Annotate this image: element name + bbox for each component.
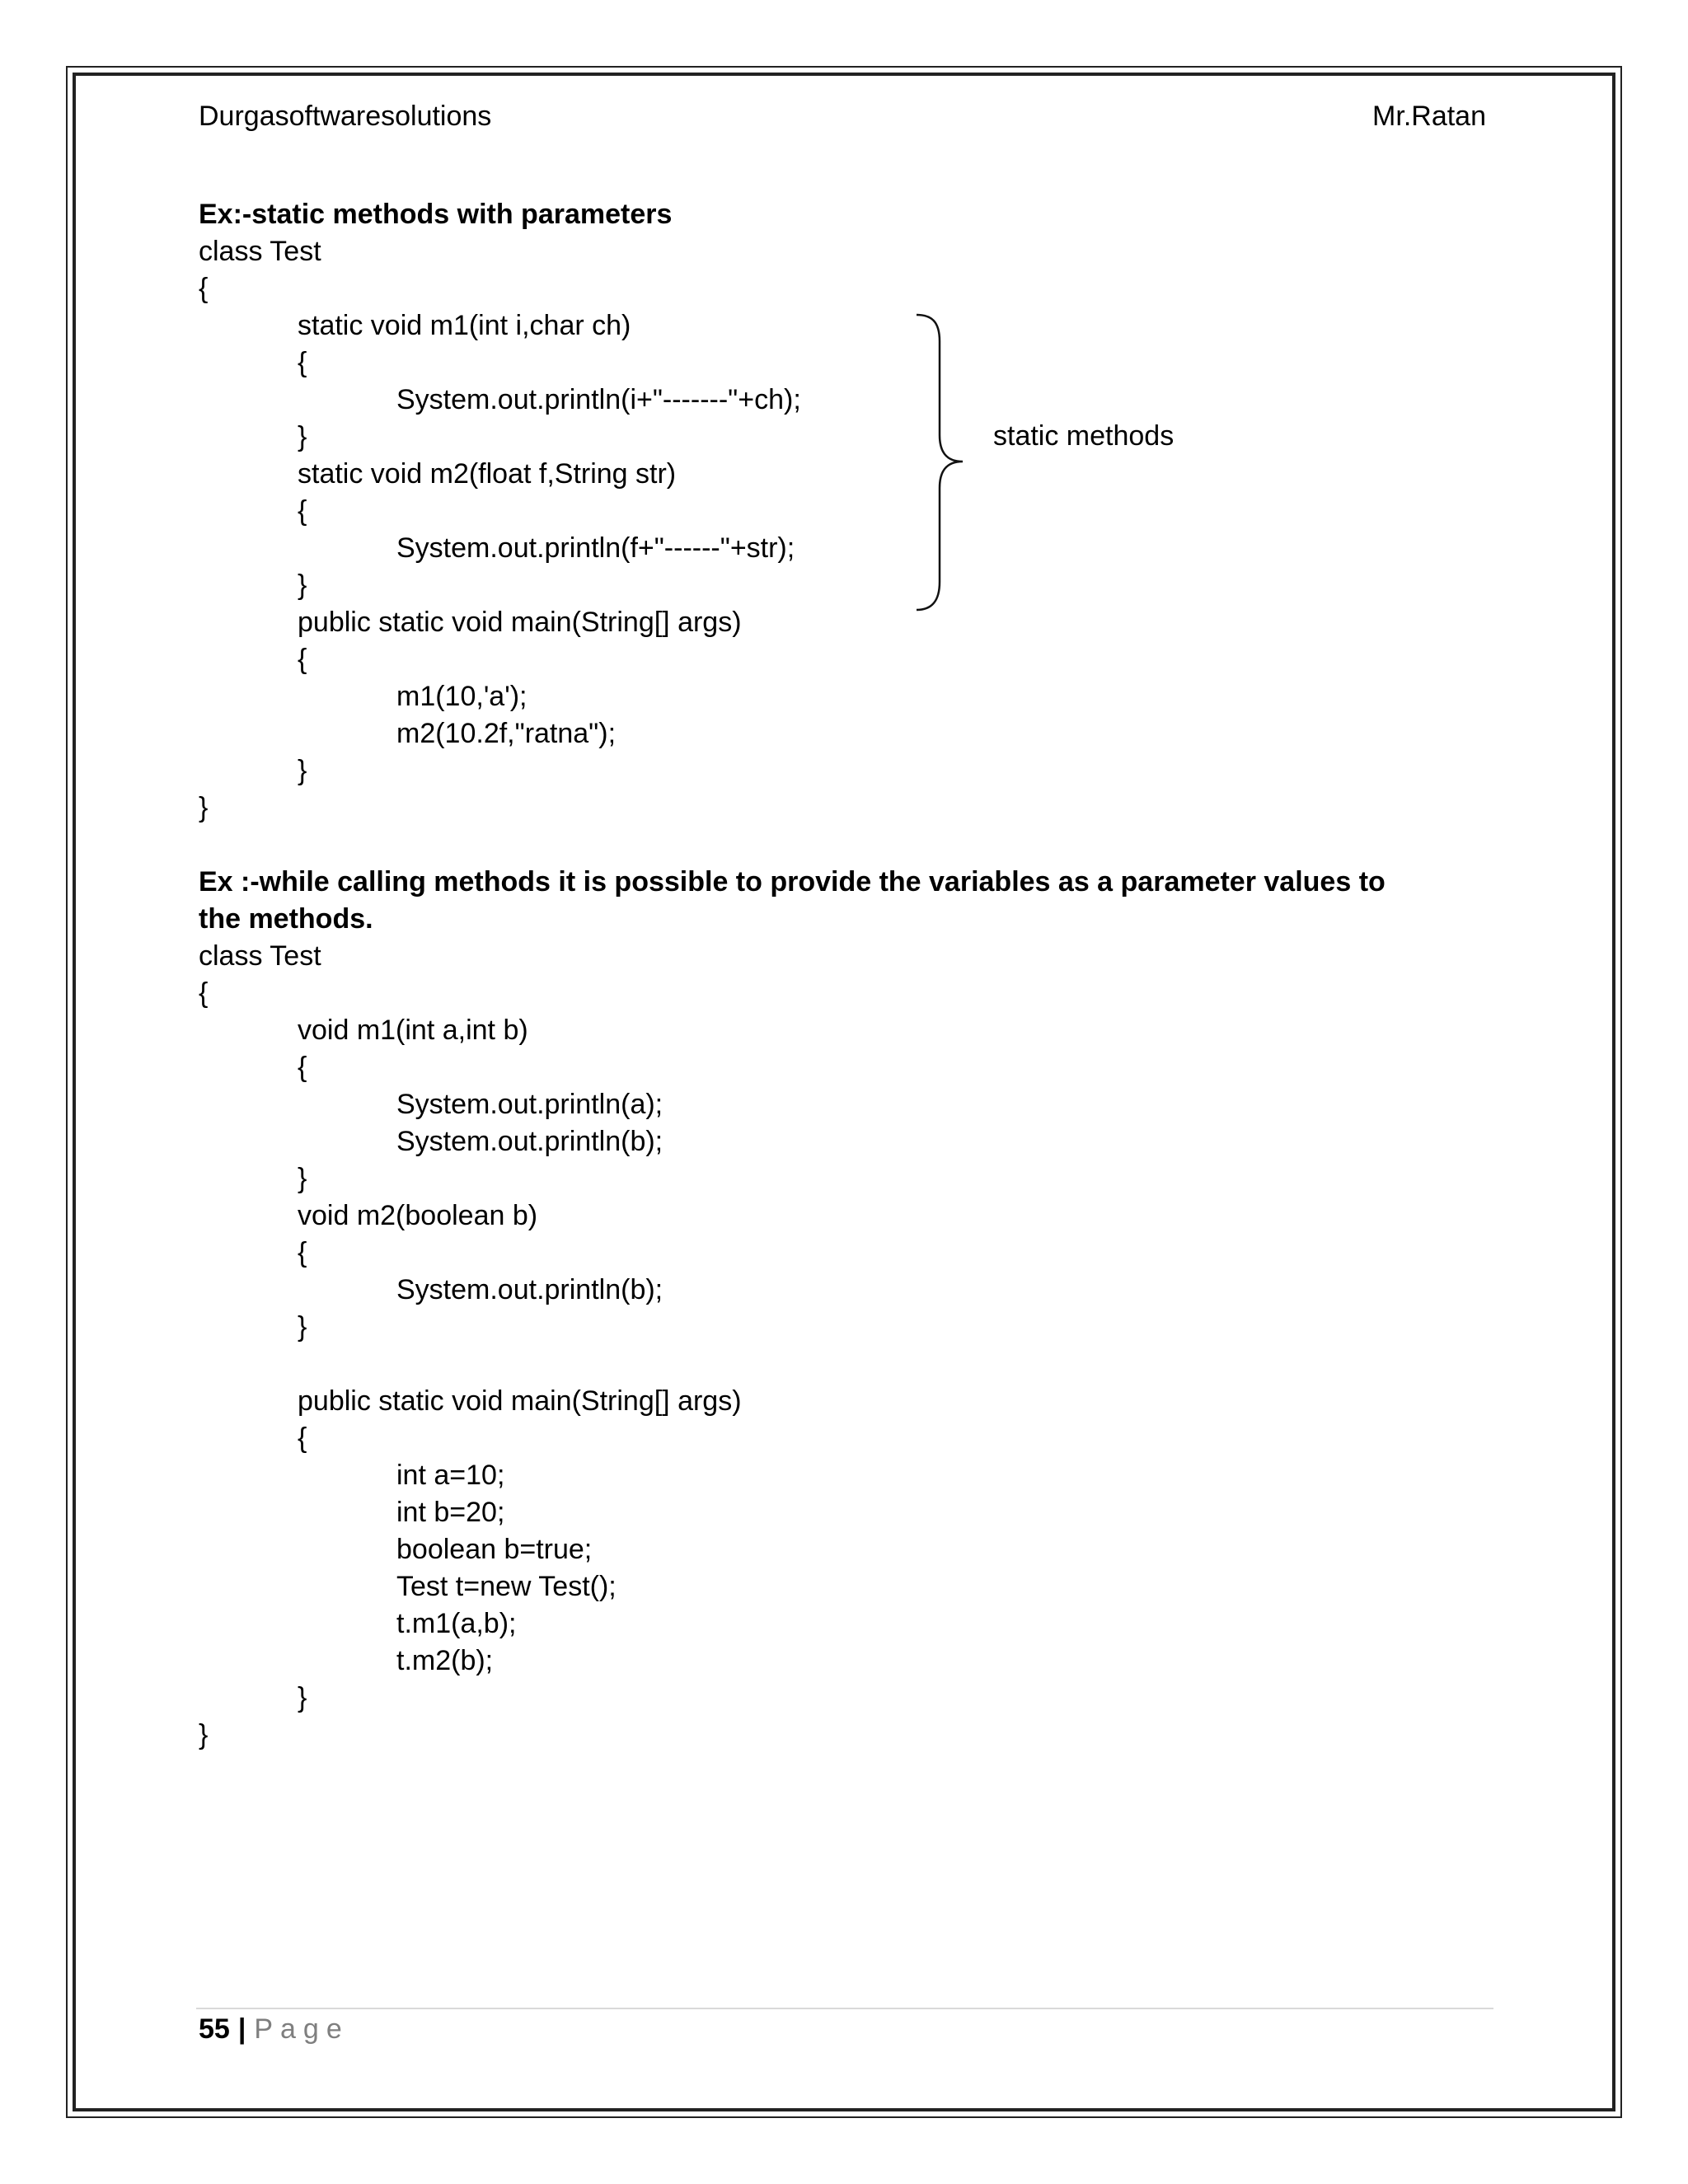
code-line: int a=10; [396,1460,505,1491]
footer-divider [196,2008,1493,2009]
code-line: int b=20; [396,1497,505,1528]
code-line: public static void main(String[] args) [298,607,742,638]
curly-brace-icon [913,312,979,616]
page-label: Page [254,2013,349,2045]
document-body [199,196,1501,1754]
code-line: { [298,347,307,378]
section2-heading: Ex :-while calling methods it is possible to provide the variables as a parameter values to the methods. [199,866,1386,935]
code-line: } [199,1719,209,1750]
header-author: Mr.Ratan [1372,101,1486,132]
code-line: { [298,1237,307,1268]
code-line: { [298,1052,307,1083]
footer-separator: | [237,2013,246,2045]
code-line: } [298,569,307,601]
page-footer [199,2013,349,2046]
code-line: } [199,792,209,823]
code-line: { [298,1422,307,1454]
code-line: public static void main(String[] args) [298,1385,742,1417]
brace-label: static methods [993,420,1175,452]
code-line: static void m2(float f,String str) [298,458,677,490]
section-spacer [199,827,1501,864]
code-line: static void m1(int i,char ch) [298,310,631,341]
code-line: m1(10,'a'); [396,681,528,712]
code-line: } [298,1163,307,1194]
code-line: { [199,977,209,1009]
code-line: t.m1(a,b); [396,1608,517,1639]
code-line: t.m2(b); [396,1645,494,1676]
code-line: } [298,1682,307,1713]
code-line: } [298,755,307,786]
code-line: class Test [199,940,321,972]
code-line: boolean b=true; [396,1534,593,1565]
code-line: { [298,495,307,527]
code-line: { [298,644,307,675]
code-line: System.out.println(b); [396,1274,663,1305]
code-line: System.out.println(a); [396,1089,663,1120]
code-line: class Test [199,236,321,267]
code-line [199,1346,1501,1383]
header-company: Durgasoftwaresolutions [199,101,492,132]
code-line: } [298,1311,307,1343]
code-line: System.out.println(b); [396,1126,663,1157]
code-line: { [199,273,209,304]
code-line: void m2(boolean b) [298,1200,538,1231]
code-line: Test t=new Test(); [396,1571,617,1602]
code-line: System.out.println(f+"------"+str); [396,532,795,564]
code-line: } [298,421,307,452]
page-number: 55 [199,2013,230,2045]
section1-heading: Ex:-static methods with parameters [199,199,673,230]
code-line: m2(10.2f,"ratna"); [396,718,617,749]
code-line: void m1(int a,int b) [298,1015,528,1046]
code-line: System.out.println(i+"-------"+ch); [396,384,801,415]
